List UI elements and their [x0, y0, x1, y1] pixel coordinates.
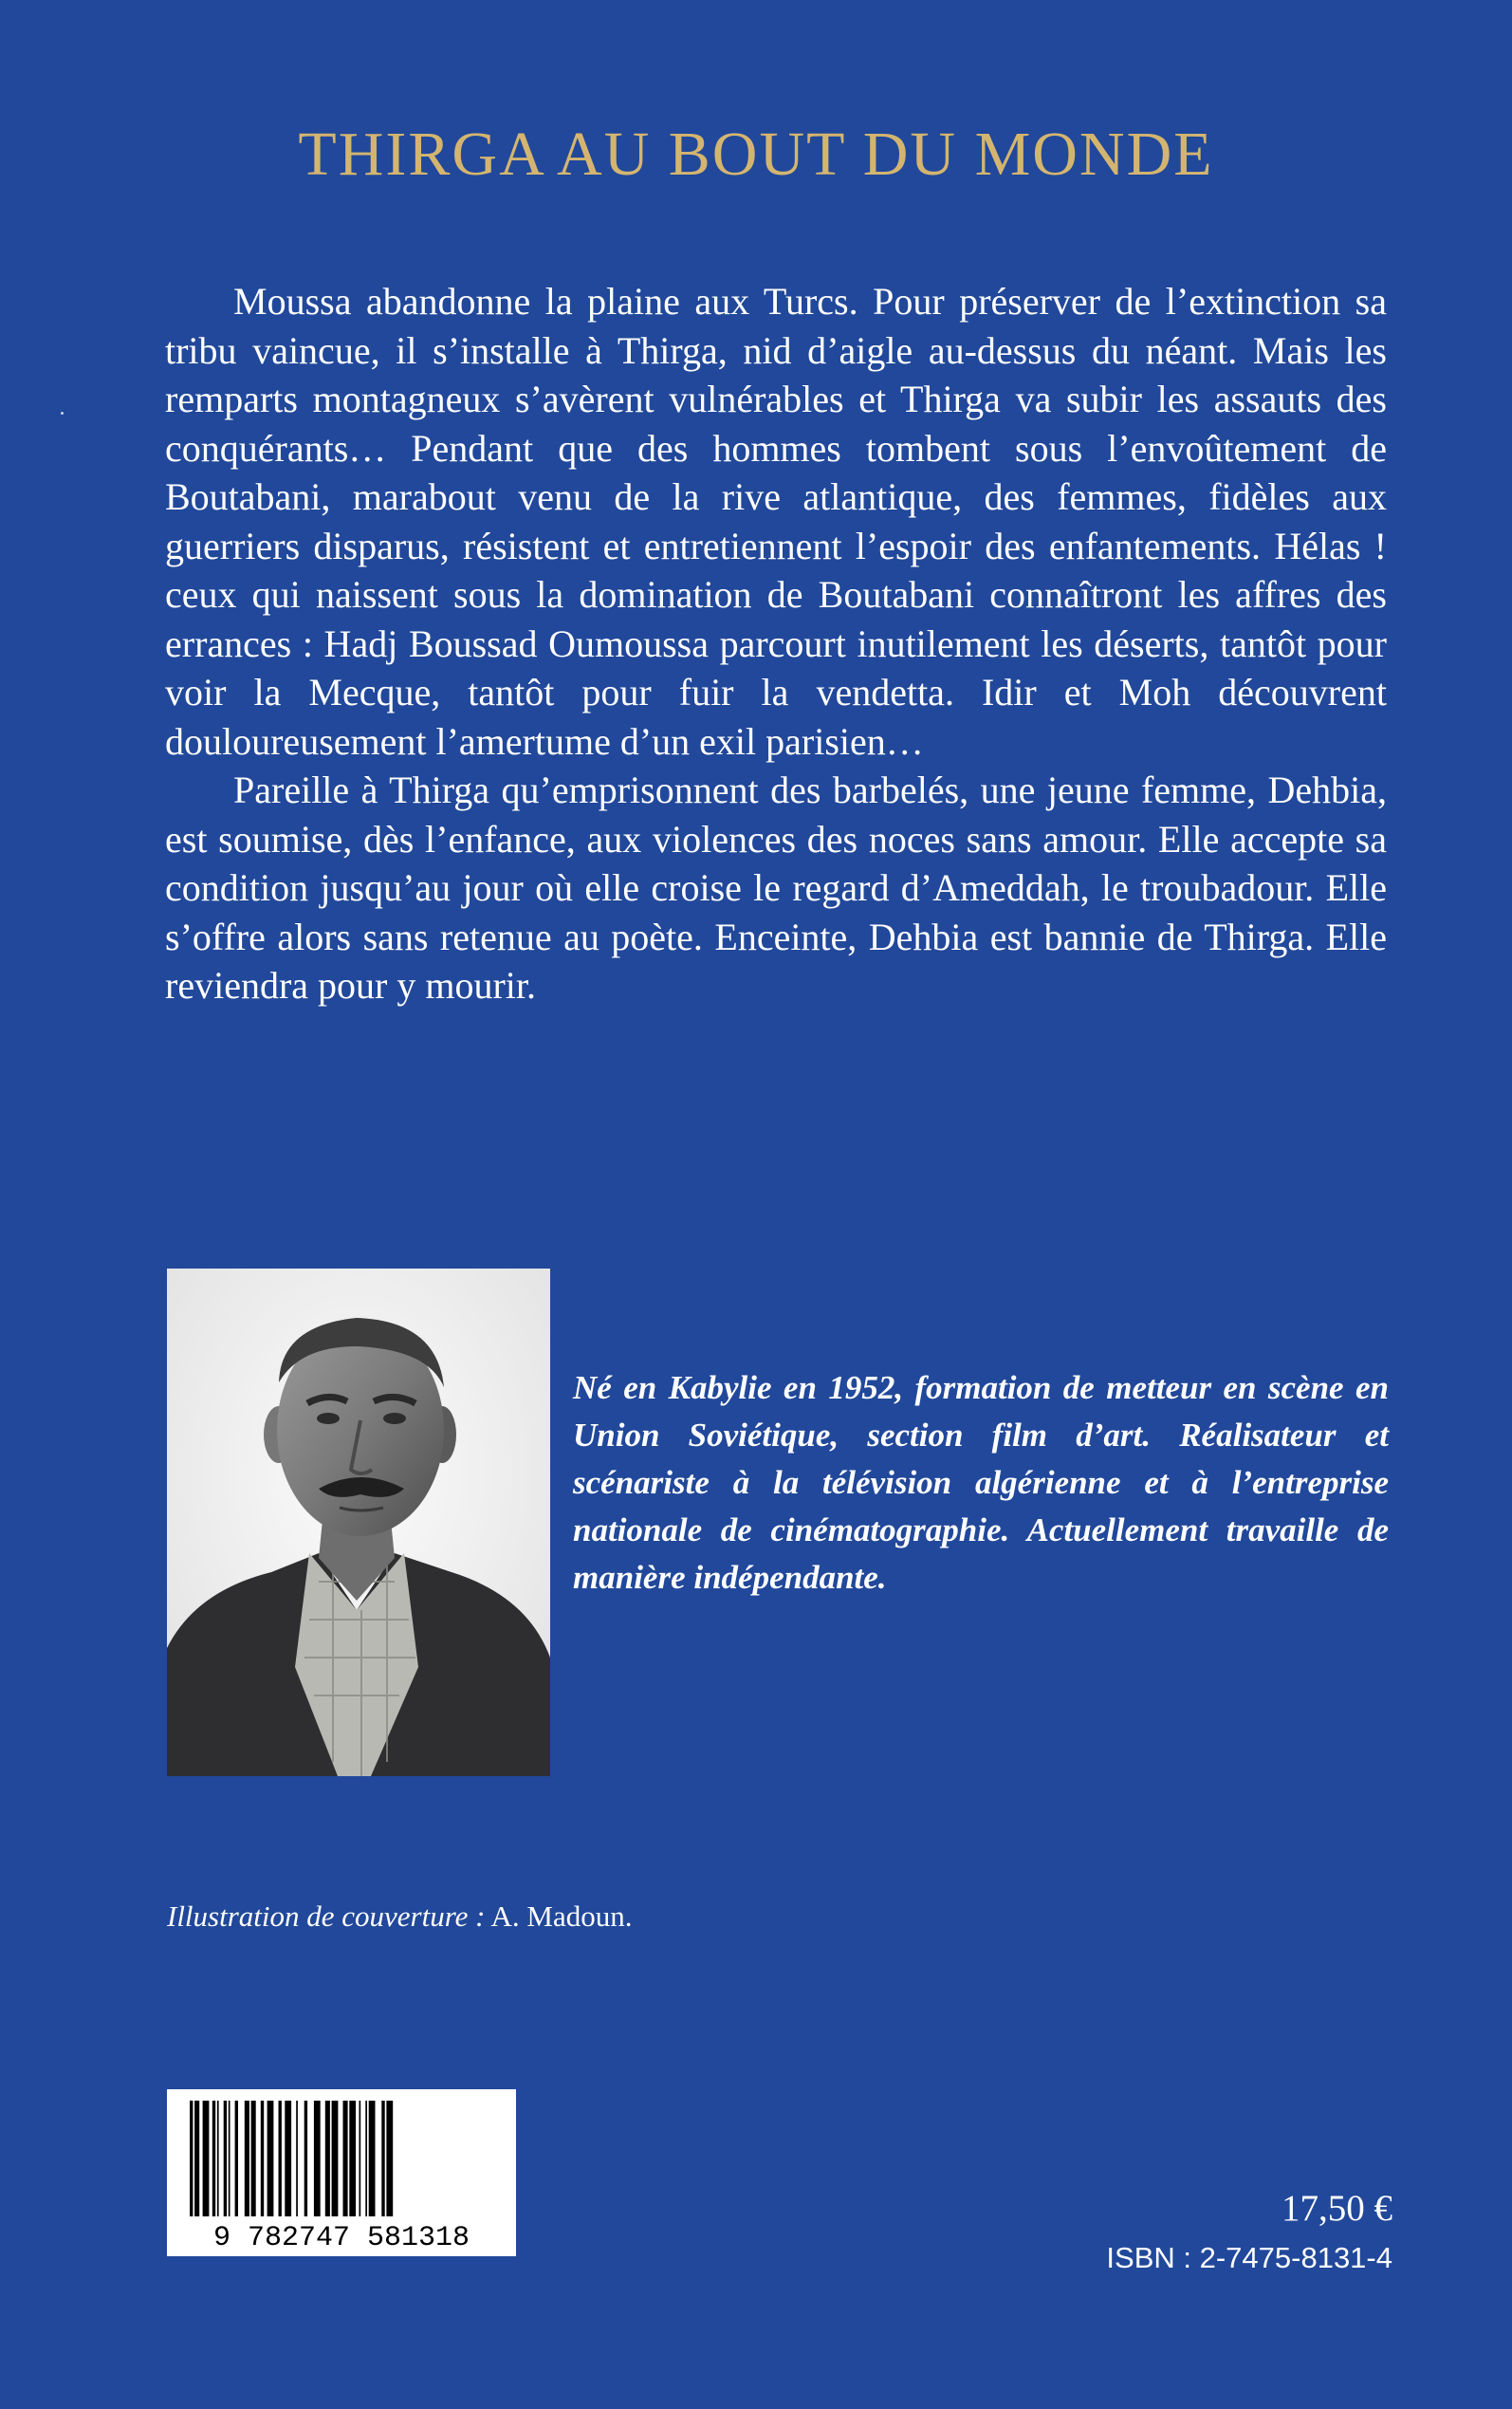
barcode-bar	[229, 2101, 230, 2216]
synopsis-paragraph-2: Pareille à Thirga qu’emprisonnent des barbelés, une jeune femme, Dehbia, est soumise, dès l’enfance, aux violences des noces sans amour. Elle accepte sa condition jusqu’au jour où elle croise le regard d’Ameddah, le troubadour. Elle s’offre alors sans retenue au poète. Enceinte, Dehbia est bannie de Thirga. Elle reviendra pour y mourir.	[165, 769, 1387, 1007]
barcode-bar	[332, 2101, 339, 2216]
credit-name: A. Madoun.	[490, 1899, 633, 1933]
barcode-bar	[369, 2101, 376, 2216]
speck	[61, 412, 64, 415]
barcode-bar	[365, 2101, 367, 2216]
price: 17,50 €	[1282, 2188, 1392, 2229]
barcode-bar	[190, 2101, 193, 2216]
barcode-bar	[304, 2101, 307, 2216]
barcode-bar	[285, 2101, 291, 2216]
barcode-bar	[203, 2101, 210, 2216]
synopsis-paragraph-1: Moussa abandonne la plaine aux Turcs. Pour préserver de l’extinction sa tribu vaincue, il s’installe à Thirga, nid d’aigle au-dessus du néant. Mais les remparts montagneux s’avèrent vulnérables et Thirga va subir les assauts des conquérants… Pendant que des hommes tombent sous l’envoûtement de Boutabani, marabout venu de la rive atlantique, des femmes, fidèles aux guerriers disparus, résistent et entretiennent l’espoir des enfantements. Hélas ! ceux qui naissent sous la domination de Boutabani connaîtront les affres des errances : Hadj Boussad Oumoussa parcourt inutilement les déserts, tantôt pour voir la Mecque, tantôt pour fuir la vendetta. Idir et Moh découvrent douloureusement l’amertume d’un exil parisien…	[165, 280, 1387, 763]
barcode-bar	[194, 2101, 199, 2216]
barcode-bar	[386, 2101, 393, 2216]
author-photo	[167, 1269, 550, 1776]
barcode-bar	[251, 2101, 256, 2216]
barcode	[167, 2089, 516, 2256]
barcode-bar	[296, 2101, 298, 2216]
barcode-bar	[325, 2101, 330, 2216]
author-bio: Né en Kabylie en 1952, formation de metteur en scène en Union Soviétique, section film d’art. Réalisateur et scénariste à la télévision algérienne et à l’entreprise nationale de cinématographie. Actuellement travaille de manière indépendante.	[573, 1369, 1389, 1596]
barcode-bar	[235, 2101, 238, 2216]
barcode-bar	[349, 2101, 356, 2216]
barcode-bar	[224, 2101, 227, 2216]
barcode-bar	[217, 2101, 219, 2216]
isbn: ISBN : 2-7475-8131-4	[1106, 2241, 1392, 2274]
barcode-bar	[261, 2101, 264, 2216]
synopsis	[165, 277, 1387, 1010]
barcode-bar	[245, 2101, 249, 2216]
barcode-bar	[343, 2101, 348, 2216]
barcode-bar	[381, 2101, 384, 2216]
book-title: THIRGA AU BOUT DU MONDE	[298, 120, 1214, 189]
cover-credit	[167, 1899, 633, 1934]
credit-label: Illustration de couverture :	[167, 1899, 486, 1933]
barcode-bar	[212, 2101, 215, 2216]
barcode-digits: 9 782747 581318	[212, 2222, 470, 2254]
barcode-bar	[267, 2101, 274, 2216]
barcode-bar	[360, 2101, 361, 2216]
barcode-bar	[279, 2101, 282, 2216]
barcode-bars	[190, 2101, 393, 2216]
barcode-bar	[314, 2101, 321, 2216]
